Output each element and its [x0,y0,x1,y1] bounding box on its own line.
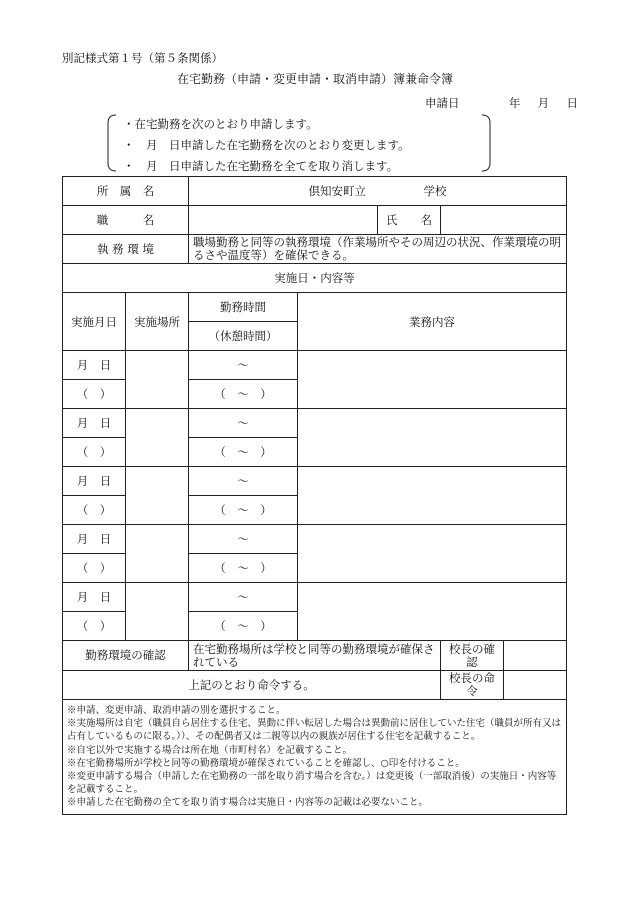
row-date[interactable]: 月 日 [63,583,126,612]
day-label: 日 [566,96,578,110]
note-item: ※自宅以外で実施する場合は所在地（市町村名）を記載すること。 [67,744,353,756]
month-label: 月 [537,96,550,110]
option-apply[interactable]: ・在宅勤務を次のとおり申請します。 [123,117,318,131]
apply-date-label: 申請日 [425,96,460,110]
option-cancel[interactable]: ・ 月 日申請した在宅勤務を全てを取り消します。 [123,159,399,173]
row-break[interactable]: （ ～ ） [189,380,298,409]
position-label: 職 名 [63,206,189,235]
affiliation-label: 所 属 名 [63,177,189,206]
row-break[interactable]: （ ～ ） [189,554,298,583]
apply-date [425,95,578,111]
row-weekday[interactable]: （ ） [63,612,126,641]
row-place[interactable] [126,467,189,525]
row-weekday[interactable]: （ ） [63,496,126,525]
env-check-label: 勤務環境の確認 [63,641,189,671]
section-header: 実施日・内容等 [63,264,567,293]
principal-order-field[interactable] [504,671,567,700]
form-title: 在宅勤務（申請・変更申請・取消申請）簿兼命令簿 [176,72,453,86]
col-hours-header: 勤務時間 [189,293,298,322]
row-date[interactable]: 月 日 [63,351,126,380]
principal-check-field[interactable] [504,641,567,671]
row-hours[interactable]: ～ [189,467,298,496]
environment-text: 職場勤務と同等の執務環境（作業場所やその周辺の状況、作業環境の明るさや温度等）を確保できる。 [189,235,567,264]
row-hours[interactable]: ～ [189,525,298,554]
notes [63,700,567,815]
row-work[interactable] [298,467,567,525]
note-item: ※申請した在宅勤務の全てを取り消す場合は実施日・内容等の記載は必要ないこと。 [67,797,429,809]
note-item: ※変更申請する場合（申請した在宅勤務の一部を取り消す場合を含む。）は変更後（一部取消後）の実施日・内容等を記載すること。 [67,771,557,796]
position-field[interactable] [189,206,378,235]
affiliation-value[interactable]: 倶知安町立 学校 [189,177,567,206]
row-work[interactable] [298,409,567,467]
row-place[interactable] [126,351,189,409]
row-break[interactable]: （ ～ ） [189,496,298,525]
row-work[interactable] [298,351,567,409]
name-field[interactable] [441,206,567,235]
note-item: ※申請、変更申請、取消申請の別を選択すること。 [67,705,286,716]
col-work-header: 業務内容 [298,293,567,351]
row-place[interactable] [126,409,189,467]
row-place[interactable] [126,583,189,641]
row-date[interactable]: 月 日 [63,409,126,438]
row-weekday[interactable]: （ ） [63,554,126,583]
order-text: 上記のとおり命令する。 [63,671,441,700]
row-weekday[interactable]: （ ） [63,438,126,467]
col-date-header: 実施月日 [63,293,126,351]
note-item: ※在宅勤務場所が学校と同等の勤務環境が確保されていることを確認し、○印を付けること。 [67,757,465,769]
row-hours[interactable]: ～ [189,583,298,612]
row-hours[interactable]: ～ [189,351,298,380]
row-date[interactable]: 月 日 [63,467,126,496]
col-place-header: 実施場所 [126,293,189,351]
row-hours[interactable]: ～ [189,409,298,438]
principal-check-label: 校長の確認 [441,641,504,671]
name-label: 氏 名 [378,206,441,235]
env-check-text: 在宅勤務場所は学校と同等の勤務環境が確保されている [189,641,441,671]
year-label: 年 [508,96,521,110]
row-weekday[interactable]: （ ） [63,380,126,409]
environment-label: 執 務 環 境 [63,235,189,264]
row-date[interactable]: 月 日 [63,525,126,554]
row-break[interactable]: （ ～ ） [189,612,298,641]
row-break[interactable]: （ ～ ） [189,438,298,467]
row-work[interactable] [298,583,567,641]
form-reference: 別記様式第１号（第５条関係） [62,51,223,65]
row-work[interactable] [298,525,567,583]
principal-order-label: 校長の命令 [441,671,504,700]
note-item: ※実施場所は自宅（職員自ら居住する住宅、異動に伴い転居した場合は異動前に居住していた住宅（職員が所有又は占有しているものに限る。））、その配偶者又は二親等以内の親族が居住する住宅を記載すること。 [67,718,562,743]
form-table [62,176,567,815]
row-place[interactable] [126,525,189,583]
option-change[interactable]: ・ 月 日申請した在宅勤務を次のとおり変更します。 [123,138,410,152]
col-break-header: （休憩時間） [189,322,298,351]
